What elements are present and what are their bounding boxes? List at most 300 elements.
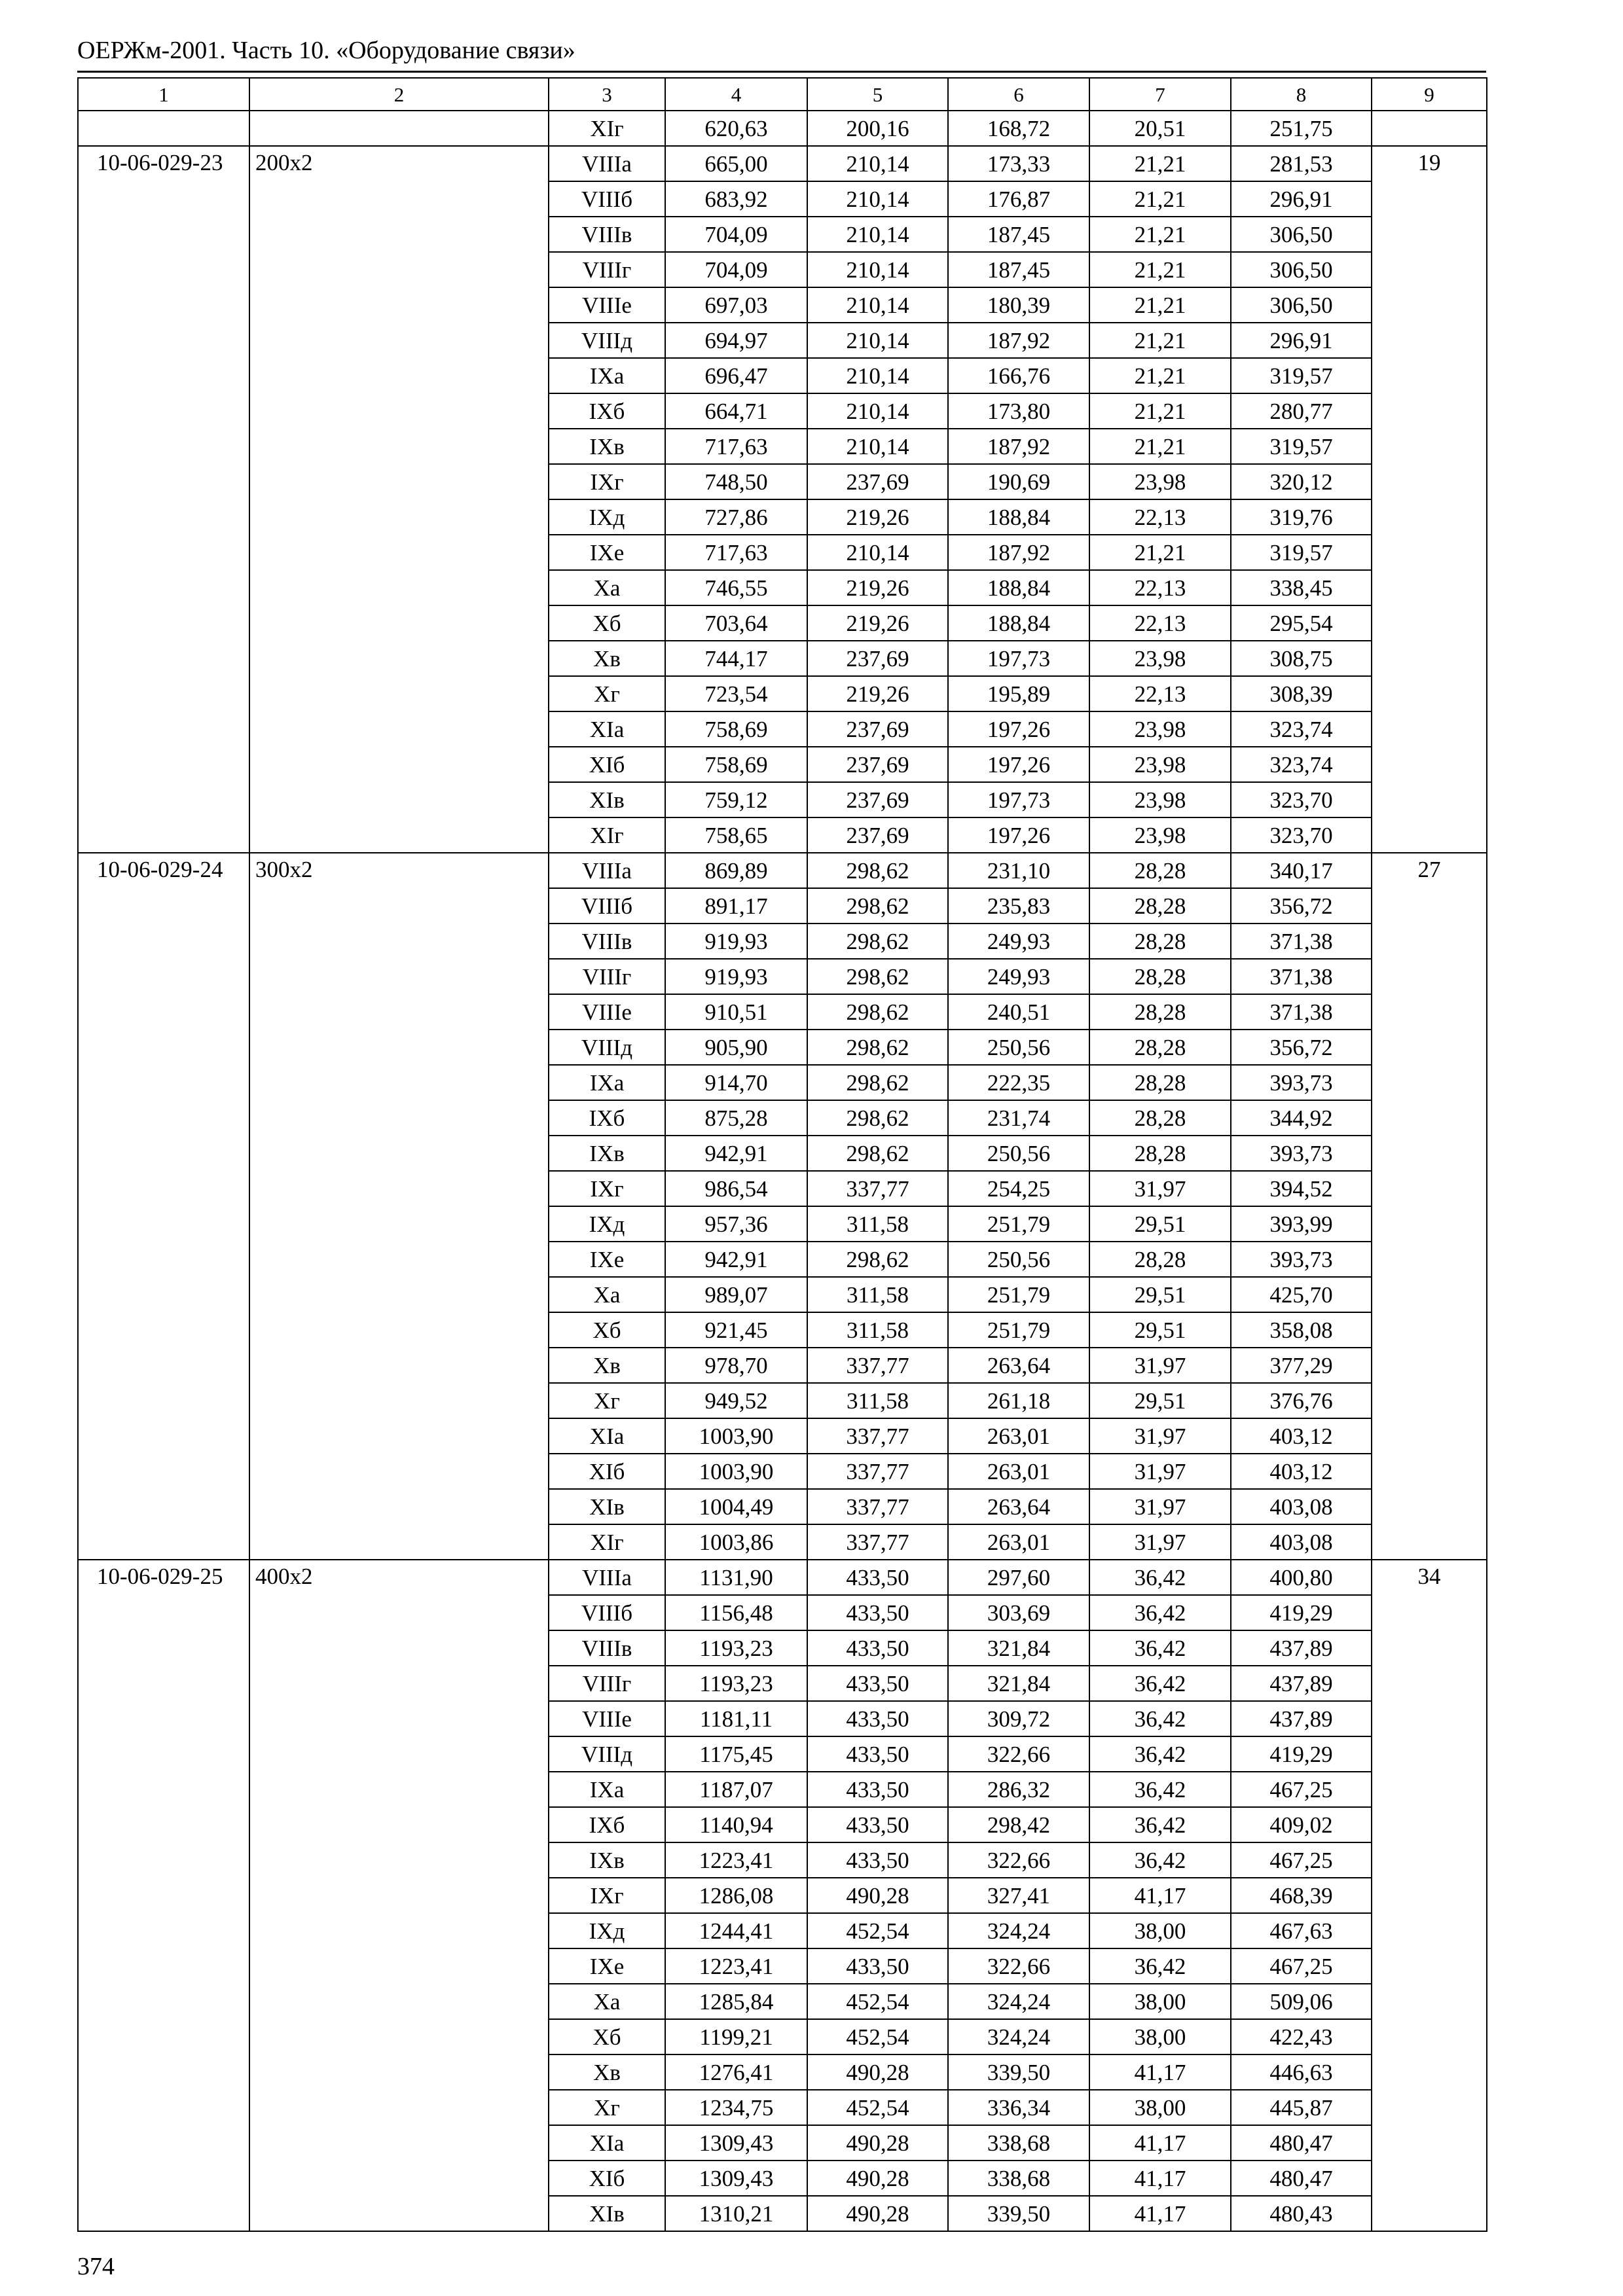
category-cell: VIIIе: [549, 1701, 665, 1736]
value-cell-col8: 403,08: [1231, 1489, 1372, 1524]
category-cell: XIг: [549, 111, 665, 146]
value-cell-col8: 281,53: [1231, 146, 1372, 181]
value-cell-col6: 297,60: [948, 1560, 1089, 1595]
category-cell: VIIIа: [549, 853, 665, 888]
value-cell-col8: 323,70: [1231, 782, 1372, 817]
value-cell-col8: 320,12: [1231, 464, 1372, 499]
category-cell: VIIIг: [549, 1666, 665, 1701]
value-cell-col8: 393,73: [1231, 1065, 1372, 1100]
value-cell-col4: 620,63: [665, 111, 807, 146]
value-cell-col7: 31,97: [1089, 1171, 1231, 1206]
value-cell-col5: 311,58: [807, 1312, 948, 1348]
table-row: [78, 853, 1487, 888]
value-cell-col8: 296,91: [1231, 181, 1372, 217]
value-cell-col5: 490,28: [807, 2196, 948, 2231]
category-cell: XIб: [549, 1454, 665, 1489]
value-cell-col7: 29,51: [1089, 1277, 1231, 1312]
value-cell-col7: 28,28: [1089, 853, 1231, 888]
col9-cell: 19: [1372, 146, 1487, 853]
value-cell-col5: 433,50: [807, 1842, 948, 1878]
value-cell-col8: 319,57: [1231, 429, 1372, 464]
value-cell-col7: 31,97: [1089, 1489, 1231, 1524]
value-cell-col8: 319,57: [1231, 358, 1372, 393]
value-cell-col7: 28,28: [1089, 1030, 1231, 1065]
value-cell-col4: 694,97: [665, 323, 807, 358]
value-cell-col8: 323,74: [1231, 747, 1372, 782]
value-cell-col4: 957,36: [665, 1206, 807, 1242]
value-cell-col7: 29,51: [1089, 1312, 1231, 1348]
value-cell-col8: 377,29: [1231, 1348, 1372, 1383]
value-cell-col8: 393,73: [1231, 1136, 1372, 1171]
value-cell-col7: 41,17: [1089, 2125, 1231, 2161]
value-cell-col6: 251,79: [948, 1206, 1089, 1242]
value-cell-col6: 168,72: [948, 111, 1089, 146]
value-cell-col5: 337,77: [807, 1454, 948, 1489]
value-cell-col5: 237,69: [807, 747, 948, 782]
category-cell: Xг: [549, 2090, 665, 2125]
value-cell-col7: 28,28: [1089, 1136, 1231, 1171]
value-cell-col4: 717,63: [665, 535, 807, 570]
value-cell-col6: 188,84: [948, 570, 1089, 605]
value-cell-col8: 403,08: [1231, 1524, 1372, 1560]
value-cell-col8: 356,72: [1231, 1030, 1372, 1065]
value-cell-col7: 31,97: [1089, 1418, 1231, 1454]
category-cell: XIг: [549, 817, 665, 853]
value-cell-col6: 339,50: [948, 2054, 1089, 2090]
value-cell-col5: 237,69: [807, 711, 948, 747]
value-cell-col5: 298,62: [807, 1030, 948, 1065]
value-cell-col4: 905,90: [665, 1030, 807, 1065]
category-cell: VIIIб: [549, 181, 665, 217]
value-cell-col6: 263,64: [948, 1489, 1089, 1524]
value-cell-col4: 1234,75: [665, 2090, 807, 2125]
value-cell-col6: 322,66: [948, 1842, 1089, 1878]
value-cell-col5: 210,14: [807, 217, 948, 252]
value-cell-col8: 308,39: [1231, 676, 1372, 711]
category-cell: IXб: [549, 393, 665, 429]
value-cell-col6: 263,01: [948, 1418, 1089, 1454]
category-cell: Xб: [549, 1312, 665, 1348]
value-cell-col4: 697,03: [665, 287, 807, 323]
value-cell-col4: 1199,21: [665, 2019, 807, 2054]
value-cell-col7: 31,97: [1089, 1524, 1231, 1560]
value-cell-col4: 704,09: [665, 217, 807, 252]
value-cell-col4: 919,93: [665, 959, 807, 994]
value-cell-col6: 173,80: [948, 393, 1089, 429]
value-cell-col4: 978,70: [665, 1348, 807, 1383]
value-cell-col8: 422,43: [1231, 2019, 1372, 2054]
value-cell-col4: 1003,90: [665, 1454, 807, 1489]
value-cell-col8: 419,29: [1231, 1595, 1372, 1630]
value-cell-col8: 371,38: [1231, 994, 1372, 1030]
value-cell-col7: 36,42: [1089, 1701, 1231, 1736]
category-cell: Xб: [549, 2019, 665, 2054]
value-cell-col5: 433,50: [807, 1807, 948, 1842]
category-cell: Xа: [549, 1277, 665, 1312]
value-cell-col4: 942,91: [665, 1242, 807, 1277]
category-cell: XIг: [549, 1524, 665, 1560]
value-cell-col8: 400,80: [1231, 1560, 1372, 1595]
value-cell-col6: 338,68: [948, 2161, 1089, 2196]
category-cell: IXа: [549, 358, 665, 393]
value-cell-col6: 254,25: [948, 1171, 1089, 1206]
col9-cell-empty: [1372, 111, 1487, 146]
name-cell-empty: [249, 111, 549, 146]
value-cell-col7: 28,28: [1089, 1242, 1231, 1277]
value-cell-col7: 21,21: [1089, 146, 1231, 181]
value-cell-col5: 311,58: [807, 1383, 948, 1418]
category-cell: XIа: [549, 1418, 665, 1454]
category-cell: XIв: [549, 2196, 665, 2231]
category-cell: IXв: [549, 1136, 665, 1171]
rate-name-cell: 400x2: [249, 1560, 549, 2231]
category-cell: IXв: [549, 1842, 665, 1878]
value-cell-col5: 210,14: [807, 287, 948, 323]
value-cell-col7: 28,28: [1089, 888, 1231, 924]
value-cell-col6: 197,73: [948, 641, 1089, 676]
category-cell: IXд: [549, 1206, 665, 1242]
value-cell-col6: 231,74: [948, 1100, 1089, 1136]
value-cell-col7: 31,97: [1089, 1454, 1231, 1489]
value-cell-col6: 249,93: [948, 959, 1089, 994]
value-cell-col7: 21,21: [1089, 287, 1231, 323]
value-cell-col4: 1244,41: [665, 1913, 807, 1948]
value-cell-col8: 394,52: [1231, 1171, 1372, 1206]
value-cell-col6: 187,45: [948, 252, 1089, 287]
table-row: [78, 111, 1487, 146]
value-cell-col5: 337,77: [807, 1348, 948, 1383]
value-cell-col6: 251,79: [948, 1277, 1089, 1312]
category-cell: VIIIа: [549, 1560, 665, 1595]
rates-table-body: [78, 78, 1487, 2231]
value-cell-col4: 1193,23: [665, 1666, 807, 1701]
value-cell-col8: 358,08: [1231, 1312, 1372, 1348]
value-cell-col4: 1003,86: [665, 1524, 807, 1560]
value-cell-col6: 197,26: [948, 747, 1089, 782]
value-cell-col5: 433,50: [807, 1736, 948, 1772]
value-cell-col8: 308,75: [1231, 641, 1372, 676]
value-cell-col4: 1309,43: [665, 2125, 807, 2161]
value-cell-col7: 36,42: [1089, 1630, 1231, 1666]
value-cell-col5: 298,62: [807, 853, 948, 888]
value-cell-col4: 1285,84: [665, 1984, 807, 2019]
value-cell-col8: 446,63: [1231, 2054, 1372, 2090]
value-cell-col6: 190,69: [948, 464, 1089, 499]
value-cell-col6: 303,69: [948, 1595, 1089, 1630]
category-cell: XIа: [549, 711, 665, 747]
value-cell-col6: 339,50: [948, 2196, 1089, 2231]
value-cell-col8: 344,92: [1231, 1100, 1372, 1136]
value-cell-col5: 298,62: [807, 1136, 948, 1171]
column-number: 6: [948, 78, 1089, 111]
value-cell-col6: 240,51: [948, 994, 1089, 1030]
column-number: 4: [665, 78, 807, 111]
value-cell-col7: 23,98: [1089, 711, 1231, 747]
value-cell-col5: 298,62: [807, 1065, 948, 1100]
value-cell-col7: 22,13: [1089, 676, 1231, 711]
value-cell-col7: 41,17: [1089, 2196, 1231, 2231]
value-cell-col6: 322,66: [948, 1948, 1089, 1984]
value-cell-col5: 433,50: [807, 1701, 948, 1736]
value-cell-col6: 324,24: [948, 1984, 1089, 2019]
value-cell-col6: 166,76: [948, 358, 1089, 393]
category-cell: Xа: [549, 570, 665, 605]
value-cell-col6: 195,89: [948, 676, 1089, 711]
value-cell-col4: 759,12: [665, 782, 807, 817]
category-cell: VIIIд: [549, 1030, 665, 1065]
value-cell-col6: 338,68: [948, 2125, 1089, 2161]
value-cell-col7: 36,42: [1089, 1560, 1231, 1595]
value-cell-col8: 467,25: [1231, 1772, 1372, 1807]
value-cell-col5: 298,62: [807, 924, 948, 959]
value-cell-col4: 949,52: [665, 1383, 807, 1418]
value-cell-col7: 21,21: [1089, 535, 1231, 570]
value-cell-col7: 29,51: [1089, 1383, 1231, 1418]
value-cell-col6: 187,92: [948, 535, 1089, 570]
value-cell-col7: 20,51: [1089, 111, 1231, 146]
value-cell-col4: 1187,07: [665, 1772, 807, 1807]
value-cell-col8: 419,29: [1231, 1736, 1372, 1772]
value-cell-col4: 727,86: [665, 499, 807, 535]
value-cell-col4: 1003,90: [665, 1418, 807, 1454]
value-cell-col5: 490,28: [807, 2125, 948, 2161]
value-cell-col4: 1223,41: [665, 1948, 807, 1984]
category-cell: IXа: [549, 1772, 665, 1807]
category-cell: Xа: [549, 1984, 665, 2019]
value-cell-col6: 263,64: [948, 1348, 1089, 1383]
value-cell-col4: 723,54: [665, 676, 807, 711]
category-cell: VIIIв: [549, 924, 665, 959]
value-cell-col4: 704,09: [665, 252, 807, 287]
value-cell-col5: 210,14: [807, 181, 948, 217]
value-cell-col7: 23,98: [1089, 747, 1231, 782]
category-cell: IXг: [549, 1171, 665, 1206]
value-cell-col4: 1310,21: [665, 2196, 807, 2231]
value-cell-col7: 36,42: [1089, 1595, 1231, 1630]
category-cell: IXд: [549, 499, 665, 535]
value-cell-col6: 173,33: [948, 146, 1089, 181]
value-cell-col6: 336,34: [948, 2090, 1089, 2125]
value-cell-col8: 306,50: [1231, 287, 1372, 323]
value-cell-col4: 758,65: [665, 817, 807, 853]
value-cell-col8: 403,12: [1231, 1454, 1372, 1489]
value-cell-col4: 1286,08: [665, 1878, 807, 1913]
value-cell-col4: 1140,94: [665, 1807, 807, 1842]
value-cell-col6: 324,24: [948, 2019, 1089, 2054]
category-cell: VIIIг: [549, 252, 665, 287]
value-cell-col8: 306,50: [1231, 252, 1372, 287]
value-cell-col5: 298,62: [807, 888, 948, 924]
value-cell-col5: 219,26: [807, 676, 948, 711]
value-cell-col7: 23,98: [1089, 641, 1231, 676]
value-cell-col8: 393,99: [1231, 1206, 1372, 1242]
value-cell-col6: 235,83: [948, 888, 1089, 924]
table-row: [78, 146, 1487, 181]
value-cell-col6: 250,56: [948, 1030, 1089, 1065]
value-cell-col5: 433,50: [807, 1560, 948, 1595]
value-cell-col8: 319,76: [1231, 499, 1372, 535]
column-number: 8: [1231, 78, 1372, 111]
category-cell: XIа: [549, 2125, 665, 2161]
value-cell-col4: 748,50: [665, 464, 807, 499]
category-cell: VIIIе: [549, 994, 665, 1030]
value-cell-col4: 891,17: [665, 888, 807, 924]
value-cell-col5: 452,54: [807, 2090, 948, 2125]
value-cell-col4: 1193,23: [665, 1630, 807, 1666]
value-cell-col8: 340,17: [1231, 853, 1372, 888]
value-cell-col4: 703,64: [665, 605, 807, 641]
value-cell-col6: 321,84: [948, 1630, 1089, 1666]
value-cell-col5: 210,14: [807, 252, 948, 287]
value-cell-col7: 28,28: [1089, 959, 1231, 994]
value-cell-col5: 311,58: [807, 1206, 948, 1242]
value-cell-col8: 403,12: [1231, 1418, 1372, 1454]
value-cell-col5: 311,58: [807, 1277, 948, 1312]
value-cell-col5: 490,28: [807, 1878, 948, 1913]
value-cell-col8: 467,25: [1231, 1842, 1372, 1878]
category-cell: Xв: [549, 2054, 665, 2090]
value-cell-col5: 452,54: [807, 1913, 948, 1948]
value-cell-col4: 914,70: [665, 1065, 807, 1100]
value-cell-col4: 664,71: [665, 393, 807, 429]
value-cell-col8: 356,72: [1231, 888, 1372, 924]
value-cell-col4: 665,00: [665, 146, 807, 181]
value-cell-col5: 433,50: [807, 1630, 948, 1666]
value-cell-col4: 1004,49: [665, 1489, 807, 1524]
value-cell-col8: 425,70: [1231, 1277, 1372, 1312]
category-cell: Xг: [549, 676, 665, 711]
value-cell-col6: 298,42: [948, 1807, 1089, 1842]
value-cell-col7: 41,17: [1089, 2054, 1231, 2090]
value-cell-col8: 338,45: [1231, 570, 1372, 605]
value-cell-col5: 298,62: [807, 959, 948, 994]
value-cell-col8: 437,89: [1231, 1630, 1372, 1666]
value-cell-col4: 942,91: [665, 1136, 807, 1171]
value-cell-col5: 452,54: [807, 1984, 948, 2019]
value-cell-col4: 869,89: [665, 853, 807, 888]
category-cell: IXд: [549, 1913, 665, 1948]
value-cell-col7: 21,21: [1089, 429, 1231, 464]
value-cell-col5: 337,77: [807, 1489, 948, 1524]
column-number-row: [78, 78, 1487, 111]
column-number: 3: [549, 78, 665, 111]
value-cell-col4: 1309,43: [665, 2161, 807, 2196]
category-cell: IXв: [549, 429, 665, 464]
value-cell-col4: 683,92: [665, 181, 807, 217]
value-cell-col8: 509,06: [1231, 1984, 1372, 2019]
value-cell-col5: 210,14: [807, 358, 948, 393]
value-cell-col7: 21,21: [1089, 252, 1231, 287]
value-cell-col8: 323,70: [1231, 817, 1372, 853]
value-cell-col7: 36,42: [1089, 1666, 1231, 1701]
value-cell-col7: 23,98: [1089, 817, 1231, 853]
category-cell: IXе: [549, 1948, 665, 1984]
value-cell-col6: 327,41: [948, 1878, 1089, 1913]
value-cell-col6: 249,93: [948, 924, 1089, 959]
category-cell: IXб: [549, 1100, 665, 1136]
category-cell: Xв: [549, 641, 665, 676]
rate-code-cell: 10-06-029-25: [78, 1560, 249, 2231]
value-cell-col7: 21,21: [1089, 217, 1231, 252]
value-cell-col6: 222,35: [948, 1065, 1089, 1100]
value-cell-col8: 393,73: [1231, 1242, 1372, 1277]
value-cell-col5: 433,50: [807, 1772, 948, 1807]
value-cell-col7: 38,00: [1089, 2019, 1231, 2054]
value-cell-col8: 437,89: [1231, 1666, 1372, 1701]
category-cell: IXг: [549, 1878, 665, 1913]
value-cell-col5: 237,69: [807, 817, 948, 853]
value-cell-col6: 324,24: [948, 1913, 1089, 1948]
category-cell: VIIIа: [549, 146, 665, 181]
value-cell-col6: 263,01: [948, 1524, 1089, 1560]
column-number: 7: [1089, 78, 1231, 111]
value-cell-col4: 758,69: [665, 711, 807, 747]
value-cell-col8: 445,87: [1231, 2090, 1372, 2125]
value-cell-col4: 746,55: [665, 570, 807, 605]
value-cell-col6: 322,66: [948, 1736, 1089, 1772]
value-cell-col4: 1181,11: [665, 1701, 807, 1736]
value-cell-col6: 188,84: [948, 499, 1089, 535]
value-cell-col4: 989,07: [665, 1277, 807, 1312]
category-cell: Xв: [549, 1348, 665, 1383]
value-cell-col6: 321,84: [948, 1666, 1089, 1701]
value-cell-col8: 319,57: [1231, 535, 1372, 570]
value-cell-col7: 22,13: [1089, 570, 1231, 605]
value-cell-col7: 36,42: [1089, 1736, 1231, 1772]
value-cell-col8: 467,63: [1231, 1913, 1372, 1948]
value-cell-col5: 210,14: [807, 393, 948, 429]
value-cell-col4: 986,54: [665, 1171, 807, 1206]
category-cell: IXа: [549, 1065, 665, 1100]
column-number: 5: [807, 78, 948, 111]
value-cell-col7: 36,42: [1089, 1842, 1231, 1878]
value-cell-col7: 21,21: [1089, 393, 1231, 429]
value-cell-col7: 23,98: [1089, 464, 1231, 499]
value-cell-col6: 187,92: [948, 323, 1089, 358]
value-cell-col8: 376,76: [1231, 1383, 1372, 1418]
rate-code-cell: 10-06-029-24: [78, 853, 249, 1560]
column-number: 1: [78, 78, 249, 111]
value-cell-col6: 176,87: [948, 181, 1089, 217]
category-cell: VIIIб: [549, 888, 665, 924]
category-cell: XIб: [549, 747, 665, 782]
value-cell-col5: 298,62: [807, 1100, 948, 1136]
value-cell-col5: 298,62: [807, 994, 948, 1030]
value-cell-col6: 250,56: [948, 1242, 1089, 1277]
value-cell-col4: 717,63: [665, 429, 807, 464]
value-cell-col4: 1156,48: [665, 1595, 807, 1630]
value-cell-col5: 237,69: [807, 464, 948, 499]
category-cell: IXе: [549, 535, 665, 570]
value-cell-col5: 433,50: [807, 1948, 948, 1984]
category-cell: VIIIб: [549, 1595, 665, 1630]
value-cell-col4: 1175,45: [665, 1736, 807, 1772]
value-cell-col8: 467,25: [1231, 1948, 1372, 1984]
value-cell-col4: 1276,41: [665, 2054, 807, 2090]
value-cell-col5: 219,26: [807, 605, 948, 641]
category-cell: VIIIв: [549, 217, 665, 252]
value-cell-col6: 197,26: [948, 817, 1089, 853]
page-number: 374: [77, 2253, 115, 2280]
rate-code-cell: 10-06-029-23: [78, 146, 249, 853]
value-cell-col7: 41,17: [1089, 2161, 1231, 2196]
value-cell-col6: 263,01: [948, 1454, 1089, 1489]
table-row: [78, 1560, 1487, 1595]
value-cell-col4: 919,93: [665, 924, 807, 959]
value-cell-col5: 237,69: [807, 782, 948, 817]
value-cell-col5: 200,16: [807, 111, 948, 146]
value-cell-col7: 28,28: [1089, 994, 1231, 1030]
